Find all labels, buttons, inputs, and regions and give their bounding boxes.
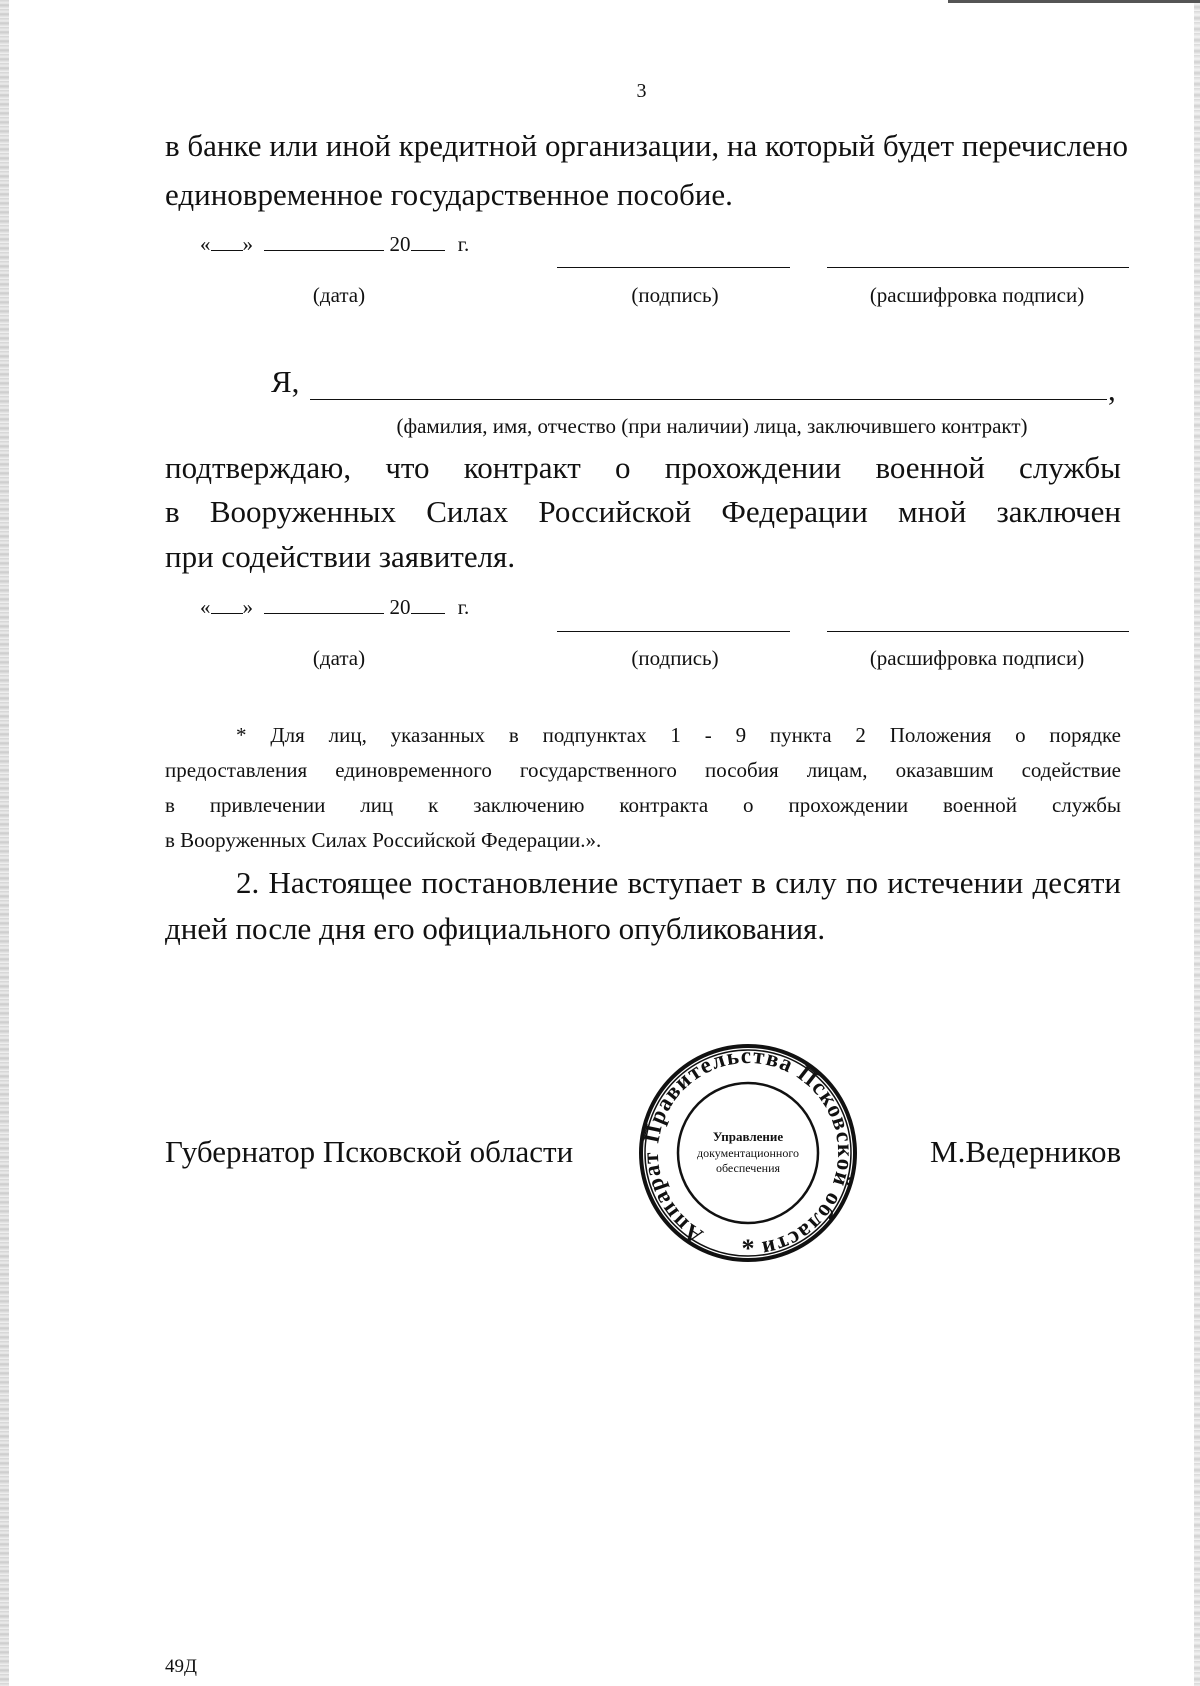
caption-signature: (подпись) bbox=[631, 283, 719, 307]
month-blank bbox=[264, 230, 384, 251]
declaration-line: подтверждаю, что контракт о прохождении военной службы bbox=[165, 450, 1121, 485]
declaration-line: при содействии заявителя. bbox=[165, 539, 516, 574]
stamp-star: * bbox=[741, 1234, 755, 1263]
stamp-center-line: Управление bbox=[712, 1129, 784, 1144]
scan-edge-right bbox=[1194, 0, 1200, 1686]
footnote-line: в Вооруженных Силах Российской Федерации.». bbox=[165, 828, 602, 852]
caption-decoding: (расшифровка подписи) bbox=[869, 283, 1085, 307]
footer-code: 49Д bbox=[165, 1656, 197, 1677]
clause-line: дней после дня его официального опубликования. bbox=[165, 911, 826, 946]
caption-decoding: (расшифровка подписи) bbox=[869, 646, 1085, 670]
footnote-line: предоставления единовременного государственного пособия лицам, оказавшим содействие bbox=[165, 758, 1121, 782]
stamp-ring-text: Аппарат Правительства Псковской области bbox=[638, 1042, 858, 1263]
year-blank bbox=[411, 230, 445, 251]
year-blank bbox=[411, 593, 445, 614]
scan-edge-left bbox=[0, 0, 9, 1686]
quote-open: « bbox=[200, 595, 211, 619]
paragraph-line: единовременное государственное пособие. bbox=[165, 177, 733, 212]
signature-line bbox=[557, 267, 790, 268]
day-blank bbox=[211, 593, 243, 614]
year-suffix: г. bbox=[457, 232, 470, 256]
day-blank bbox=[211, 230, 243, 251]
footnote-line: * Для лиц, указанных в подпунктах 1 - 9 пункта 2 Положения о порядке bbox=[236, 723, 1121, 747]
signature-line bbox=[557, 631, 790, 632]
declaration-comma: , bbox=[1108, 372, 1116, 407]
year-prefix: 20 bbox=[389, 595, 411, 619]
date-field bbox=[200, 230, 469, 257]
quote-open: « bbox=[200, 232, 211, 256]
scan-top-line bbox=[948, 0, 1200, 3]
caption-date: (дата) bbox=[312, 283, 366, 307]
stamp-center-line: обеспечения bbox=[715, 1161, 781, 1175]
month-blank bbox=[264, 593, 384, 614]
footnote-line: в привлечении лиц к заключению контракта о прохождении военной службы bbox=[165, 793, 1121, 817]
caption-date: (дата) bbox=[312, 646, 366, 670]
stamp-center-line: документационного bbox=[697, 1146, 799, 1160]
quote-close: » bbox=[242, 595, 253, 619]
year-prefix: 20 bbox=[389, 232, 411, 256]
signatory-name: М.Ведерников bbox=[930, 1134, 1122, 1169]
signature-decoding-line bbox=[827, 631, 1129, 632]
signatory-title: Губернатор Псковской области bbox=[165, 1134, 574, 1169]
paragraph-line: в банке или иной кредитной организации, на который будет перечислено bbox=[165, 128, 1128, 163]
name-blank-line bbox=[310, 399, 1107, 400]
quote-close: » bbox=[242, 232, 253, 256]
caption-fullname: (фамилия, имя, отчество (при наличии) лица, заключившего контракт) bbox=[396, 414, 1028, 438]
clause-line: 2. Настоящее постановление вступает в силу по истечении десяти bbox=[236, 865, 1121, 900]
declaration-prefix: Я, bbox=[271, 364, 300, 399]
caption-signature: (подпись) bbox=[631, 646, 719, 670]
official-stamp bbox=[638, 1040, 858, 1266]
year-suffix: г. bbox=[457, 595, 470, 619]
page-number: 3 bbox=[636, 80, 647, 102]
declaration-line: в Вооруженных Силах Российской Федерации мной заключен bbox=[165, 494, 1121, 529]
date-field bbox=[200, 593, 469, 620]
signature-decoding-line bbox=[827, 267, 1129, 268]
